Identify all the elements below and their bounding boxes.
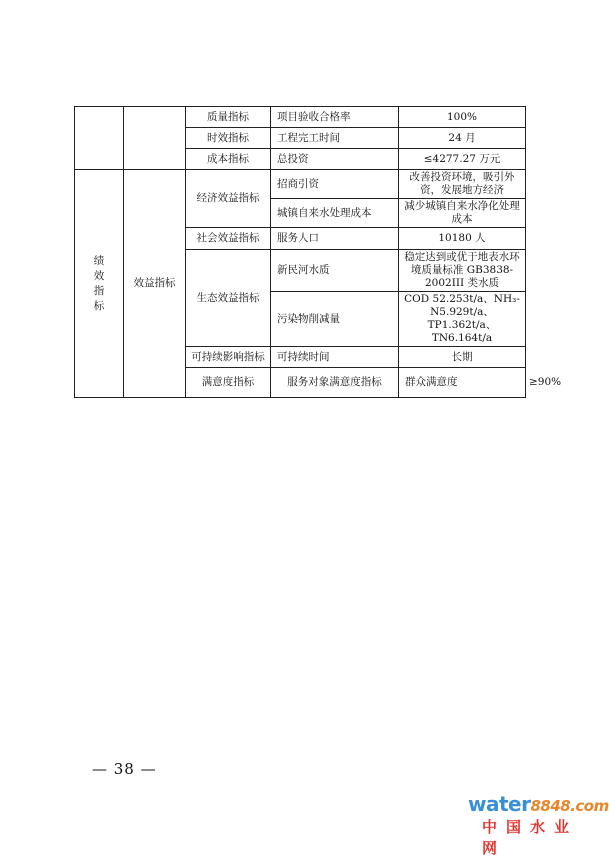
l1-label: 绩效指标 <box>93 254 105 312</box>
l2-benefit: 效益指标 <box>124 170 186 398</box>
indicator-value: ≤4277.27 万元 <box>399 149 526 170</box>
l3-timeliness: 时效指标 <box>186 128 271 149</box>
indicator-value: 10180 人 <box>399 228 526 250</box>
performance-indicator-table <box>74 106 562 398</box>
indicator-value: COD 52.253t/a、NH₃-N5.929t/a、TP1.362t/a、TN6.164t/a <box>399 292 526 347</box>
table-row: 满意度指标 服务对象满意度指标 群众满意度 ≥90% <box>75 368 526 398</box>
blank-cell <box>75 107 124 170</box>
indicator-name: 招商引资 <box>271 170 399 199</box>
l2-satisfaction: 满意度指标 <box>186 368 271 398</box>
indicator-name: 项目验收合格率 <box>271 107 399 128</box>
indicator-name: 工程完工时间 <box>271 128 399 149</box>
page-number: — 38 — <box>92 760 157 778</box>
indicator-value: 改善投资环境，吸引外资，发展地方经济 <box>399 170 526 199</box>
indicator-name: 新民河水质 <box>271 250 399 292</box>
l3-economic: 经济效益指标 <box>186 170 271 228</box>
indicator-name: 污染物削减量 <box>271 292 399 347</box>
blank-cell <box>124 107 186 170</box>
indicator-name: 城镇自来水处理成本 <box>271 199 399 228</box>
l3-quality: 质量指标 <box>186 107 271 128</box>
l3-ecological: 生态效益指标 <box>186 250 271 347</box>
site-logo <box>468 792 609 857</box>
l3-social: 社会效益指标 <box>186 228 271 250</box>
logo-wordmark: water8848.com <box>468 792 609 816</box>
l3-service-satisfaction: 服务对象满意度指标 <box>271 368 399 398</box>
indicator-value: 减少城镇自来水净化处理成本 <box>399 199 526 228</box>
l1-performance <box>75 170 124 398</box>
indicator-name: 群众满意度 <box>399 368 526 398</box>
indicator-value: 100% <box>399 107 526 128</box>
indicator-name: 可持续时间 <box>271 347 399 368</box>
indicator-name: 服务人口 <box>271 228 399 250</box>
indicator-value: 稳定达到或优于地表水环境质量标准 GB3838-2002III 类水质 <box>399 250 526 292</box>
table-row <box>75 107 526 128</box>
table-row <box>75 170 526 199</box>
indicator-value: 长期 <box>399 347 526 368</box>
indicator-value: 24 月 <box>399 128 526 149</box>
l3-sustainability: 可持续影响指标 <box>186 347 271 368</box>
logo-chinese-name: 中国水业网 <box>482 818 579 857</box>
indicator-name: 总投资 <box>271 149 399 170</box>
l3-cost: 成本指标 <box>186 149 271 170</box>
